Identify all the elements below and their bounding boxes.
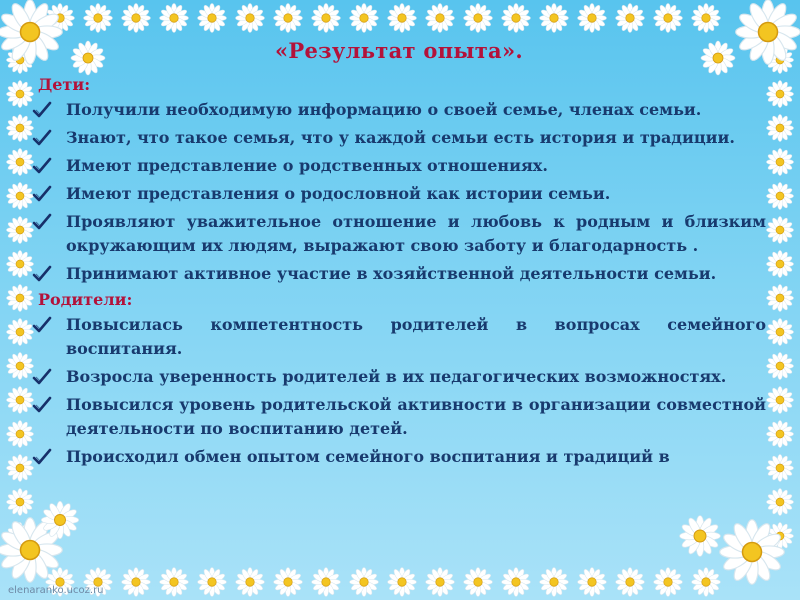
daisy-flower-icon — [350, 568, 379, 597]
daisy-flower-icon — [766, 284, 793, 311]
daisy-flower-icon — [654, 568, 683, 597]
list-item-text: Повысился уровень родительской активности в организации совместной деятельности по воспитанию детей. — [66, 395, 766, 438]
daisy-flower-icon — [122, 568, 151, 597]
list-item-text: Проявляют уважительное отношение и любовь к родным и близким окружающим их людям, выражают свою заботу и благодарность . — [66, 212, 766, 255]
daisy-flower-icon — [6, 182, 33, 209]
daisy-flower-icon — [6, 250, 33, 277]
list-item — [32, 393, 766, 441]
daisy-flower-icon — [654, 4, 683, 33]
daisy-flower-icon — [236, 4, 265, 33]
daisy-flower-icon — [578, 568, 607, 597]
checkmark-icon — [32, 101, 52, 119]
list-item-text: Повысилась компетентность родителей в вопросах семейного воспитания. — [66, 315, 766, 358]
daisy-flower-icon — [766, 182, 793, 209]
daisy-flower-icon — [160, 4, 189, 33]
section-label-children: Дети: — [38, 75, 91, 94]
checkmark-icon — [32, 213, 52, 231]
daisy-flower-icon — [766, 318, 793, 345]
daisy-flower-icon — [312, 568, 341, 597]
list-item — [32, 126, 766, 150]
daisy-flower-icon — [540, 568, 569, 597]
daisy-flower-icon — [198, 4, 227, 33]
daisy-flower-icon — [6, 488, 33, 515]
daisy-flower-icon — [464, 568, 493, 597]
list-item — [32, 182, 766, 206]
daisy-flower-icon — [578, 4, 607, 33]
list-item — [32, 262, 766, 286]
daisy-flower-icon — [502, 568, 531, 597]
checkmark-icon — [32, 157, 52, 175]
daisy-flower-icon — [680, 516, 721, 557]
daisy-flower-icon — [6, 284, 33, 311]
daisy-flower-icon — [41, 501, 78, 538]
daisy-flower-icon — [766, 488, 793, 515]
daisy-flower-icon — [540, 4, 569, 33]
page-title: «Результат опыта». — [274, 38, 523, 63]
daisy-flower-icon — [6, 216, 33, 243]
checkmark-icon — [32, 368, 52, 386]
daisy-flower-icon — [766, 250, 793, 277]
list-item-text: Возросла уверенность родителей в их педагогических возможностях. — [66, 367, 727, 386]
checkmark-icon — [32, 448, 52, 466]
list-item — [32, 154, 766, 178]
daisy-flower-icon — [426, 568, 455, 597]
section-children — [32, 75, 766, 286]
daisy-flower-icon — [236, 568, 265, 597]
list-item-text: Знают, что такое семья, что у каждой семьи есть история и традиции. — [66, 128, 735, 147]
daisy-flower-icon — [6, 114, 33, 141]
daisy-flower-icon — [766, 386, 793, 413]
list-item — [32, 445, 766, 469]
daisy-flower-icon — [388, 568, 417, 597]
watermark: elenaranko.ucoz.ru — [8, 585, 104, 596]
list-item-text: Получили необходимую информацию о своей семье, членах семьи. — [66, 100, 702, 119]
list-item — [32, 98, 766, 122]
daisy-flower-icon — [616, 4, 645, 33]
daisy-flower-icon — [766, 216, 793, 243]
children-list — [32, 98, 766, 286]
daisy-flower-icon — [6, 318, 33, 345]
daisy-flower-icon — [692, 4, 721, 33]
checkmark-icon — [32, 265, 52, 283]
daisy-flower-icon — [6, 148, 33, 175]
daisy-flower-icon — [274, 568, 303, 597]
list-item — [32, 210, 766, 258]
list-item-text: Происходил обмен опытом семейного воспитания и традиций в — [66, 447, 670, 466]
daisy-flower-icon — [766, 114, 793, 141]
list-item-text: Имеют представления о родословной как истории семьи. — [66, 184, 611, 203]
daisy-flower-icon — [464, 4, 493, 33]
section-label-parents: Родители: — [38, 290, 133, 309]
daisy-flower-icon — [160, 568, 189, 597]
daisy-flower-icon — [766, 80, 793, 107]
daisy-flower-icon — [198, 568, 227, 597]
checkmark-icon — [32, 129, 52, 147]
parents-list — [32, 313, 766, 469]
daisy-flower-icon — [6, 352, 33, 379]
main-content — [32, 38, 766, 473]
checkmark-icon — [32, 185, 52, 203]
checkmark-icon — [32, 396, 52, 414]
daisy-flower-icon — [6, 454, 33, 481]
daisy-flower-icon — [6, 80, 33, 107]
daisy-flower-icon — [122, 4, 151, 33]
daisy-flower-icon — [692, 568, 721, 597]
daisy-flower-icon — [502, 4, 531, 33]
daisy-flower-icon — [312, 4, 341, 33]
daisy-flower-icon — [616, 568, 645, 597]
daisy-flower-icon — [388, 4, 417, 33]
daisy-flower-icon — [274, 4, 303, 33]
daisy-flower-icon — [766, 420, 793, 447]
daisy-flower-icon — [766, 454, 793, 481]
daisy-flower-icon — [766, 352, 793, 379]
list-item-text: Принимают активное участие в хозяйственной деятельности семьи. — [66, 264, 717, 283]
checkmark-icon — [32, 316, 52, 334]
daisy-flower-icon — [6, 420, 33, 447]
daisy-flower-icon — [6, 386, 33, 413]
list-item — [32, 365, 766, 389]
daisy-flower-icon — [766, 148, 793, 175]
section-parents — [32, 290, 766, 469]
list-item — [32, 313, 766, 361]
daisy-flower-icon — [84, 4, 113, 33]
daisy-flower-icon — [350, 4, 379, 33]
daisy-flower-icon — [426, 4, 455, 33]
list-item-text: Имеют представление о родственных отношениях. — [66, 156, 548, 175]
